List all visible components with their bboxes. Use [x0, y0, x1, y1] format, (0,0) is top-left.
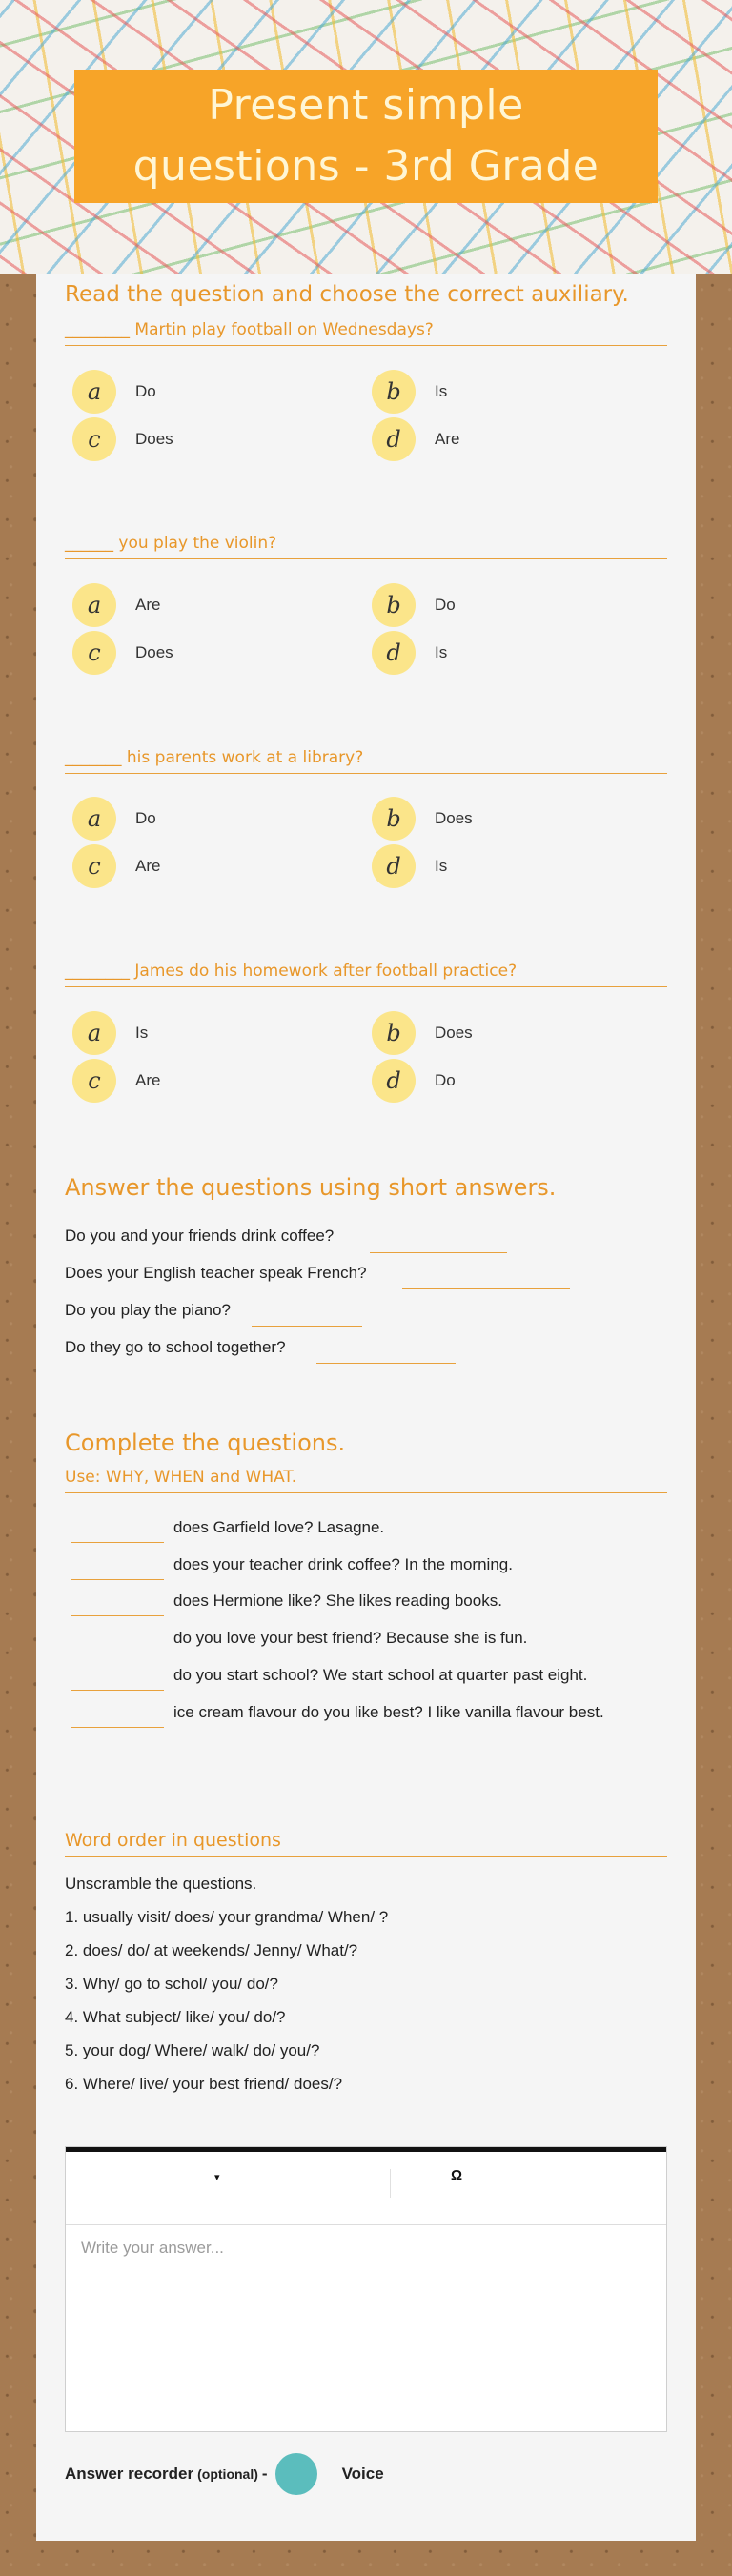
section4-title: Word order in questions	[65, 1830, 667, 1857]
option-letter: c	[72, 417, 116, 461]
option-letter: d	[372, 1059, 416, 1103]
option-text: Is	[135, 1024, 149, 1042]
option-text: Do	[435, 1071, 456, 1089]
option-text: Does	[135, 430, 173, 448]
unscramble-intro: Unscramble the questions.	[65, 1875, 257, 1893]
option-letter: b	[372, 1011, 416, 1055]
option-text: Does	[135, 643, 173, 661]
question-1-prompt: ________ Martin play football on Wednesdays?	[65, 320, 667, 346]
wh-word-input[interactable]	[71, 1579, 164, 1580]
option-text: Does	[435, 809, 473, 827]
q3-option-d[interactable]	[372, 844, 447, 888]
q3-option-b[interactable]	[372, 797, 473, 841]
option-letter: a	[72, 370, 116, 414]
option-letter: a	[72, 583, 116, 627]
complete-question: does Garfield love? Lasagne.	[173, 1518, 385, 1536]
option-letter: a	[72, 1011, 116, 1055]
option-text: Is	[435, 643, 448, 661]
q2-option-d[interactable]	[372, 631, 447, 675]
unscramble-item: 3. Why/ go to schol/ you/ do/?	[65, 1975, 278, 1993]
option-letter: d	[372, 844, 416, 888]
complete-question: does Hermione like? She likes reading books.	[173, 1592, 502, 1610]
option-text: Are	[135, 857, 161, 875]
title-box	[74, 70, 658, 203]
q3-option-a[interactable]	[72, 797, 156, 841]
answer-editor	[65, 2146, 667, 2432]
option-text: Do	[435, 596, 456, 614]
option-letter: c	[72, 844, 116, 888]
option-text: Is	[435, 382, 448, 400]
option-text: Do	[135, 382, 156, 400]
special-characters-icon[interactable]: Ω	[451, 2167, 463, 2183]
q1-option-d[interactable]	[372, 417, 459, 461]
option-letter: c	[72, 631, 116, 675]
complete-question: do you love your best friend? Because she is fun.	[173, 1629, 528, 1647]
complete-question: does your teacher drink coffee? In the morning.	[173, 1555, 513, 1573]
wh-word-input[interactable]	[71, 1727, 164, 1728]
section1-instruction: Read the question and choose the correct auxiliary.	[65, 282, 629, 307]
recorder-dash: -	[261, 2464, 268, 2483]
wh-word-input[interactable]	[71, 1615, 164, 1616]
toolbar-divider	[390, 2169, 391, 2198]
wh-word-input[interactable]	[71, 1542, 164, 1543]
short-answer-question: Do you play the piano?	[65, 1301, 231, 1319]
chevron-down-icon[interactable]: ▾	[214, 2172, 220, 2183]
wh-word-input[interactable]	[71, 1690, 164, 1691]
unscramble-item: 5. your dog/ Where/ walk/ do/ you/?	[65, 2041, 320, 2059]
editor-toolbar	[66, 2152, 666, 2225]
question-2-prompt: ______ you play the violin?	[65, 534, 667, 559]
complete-question: ice cream flavour do you like best? I like vanilla flavour best.	[173, 1703, 604, 1721]
q4-option-a[interactable]	[72, 1011, 148, 1055]
question-4-prompt: ________ James do his homework after football practice?	[65, 962, 667, 987]
short-answer-question: Do they go to school together?	[65, 1338, 286, 1356]
short-answer-input[interactable]	[252, 1326, 362, 1327]
short-answer-input[interactable]	[370, 1252, 507, 1253]
voice-record-button[interactable]	[275, 2453, 317, 2495]
voice-label: Voice	[341, 2464, 384, 2483]
answer-textarea[interactable]	[66, 2225, 666, 2431]
q2-option-b[interactable]	[372, 583, 456, 627]
short-answer-question: Do you and your friends drink coffee?	[65, 1227, 335, 1245]
unscramble-item: 2. does/ do/ at weekends/ Jenny/ What/?	[65, 1941, 358, 1959]
option-text: Do	[135, 809, 156, 827]
q1-option-a[interactable]	[72, 370, 156, 414]
option-letter: b	[372, 370, 416, 414]
q2-option-a[interactable]	[72, 583, 160, 627]
option-letter: a	[72, 797, 116, 841]
unscramble-item: 6. Where/ live/ your best friend/ does/?	[65, 2075, 343, 2093]
recorder-label: Answer recorder	[65, 2464, 194, 2483]
q4-option-b[interactable]	[372, 1011, 473, 1055]
unscramble-item: 4. What subject/ like/ you/ do/?	[65, 2008, 286, 2026]
q4-option-c[interactable]	[72, 1059, 160, 1103]
option-letter: b	[372, 583, 416, 627]
recorder-optional: (optional)	[197, 2466, 258, 2482]
option-text: Are	[135, 1071, 161, 1089]
option-text: Are	[135, 596, 161, 614]
option-text: Are	[435, 430, 460, 448]
q2-option-c[interactable]	[72, 631, 173, 675]
option-text: Is	[435, 857, 448, 875]
option-letter: c	[72, 1059, 116, 1103]
option-text: Does	[435, 1024, 473, 1042]
unscramble-item: 1. usually visit/ does/ your grandma/ When/ ?	[65, 1908, 389, 1926]
section3-title: Complete the questions.	[65, 1430, 346, 1456]
section2-title: Answer the questions using short answers.	[65, 1174, 667, 1207]
short-answer-input[interactable]	[402, 1288, 570, 1289]
page-title: Present simple questions - 3rd Grade	[132, 81, 600, 191]
q1-option-b[interactable]	[372, 370, 447, 414]
option-letter: b	[372, 797, 416, 841]
short-answer-input[interactable]	[316, 1363, 456, 1364]
q4-option-d[interactable]	[372, 1059, 456, 1103]
q3-option-c[interactable]	[72, 844, 160, 888]
header-banner	[0, 0, 732, 274]
complete-question: do you start school? We start school at quarter past eight.	[173, 1666, 588, 1684]
answer-recorder	[65, 2453, 384, 2495]
short-answer-question: Does your English teacher speak French?	[65, 1264, 367, 1282]
section3-subtitle: Use: WHY, WHEN and WHAT.	[65, 1468, 667, 1493]
option-letter: d	[372, 631, 416, 675]
question-3-prompt: _______ his parents work at a library?	[65, 748, 667, 774]
worksheet-card	[36, 274, 696, 2541]
q1-option-c[interactable]	[72, 417, 173, 461]
option-letter: d	[372, 417, 416, 461]
